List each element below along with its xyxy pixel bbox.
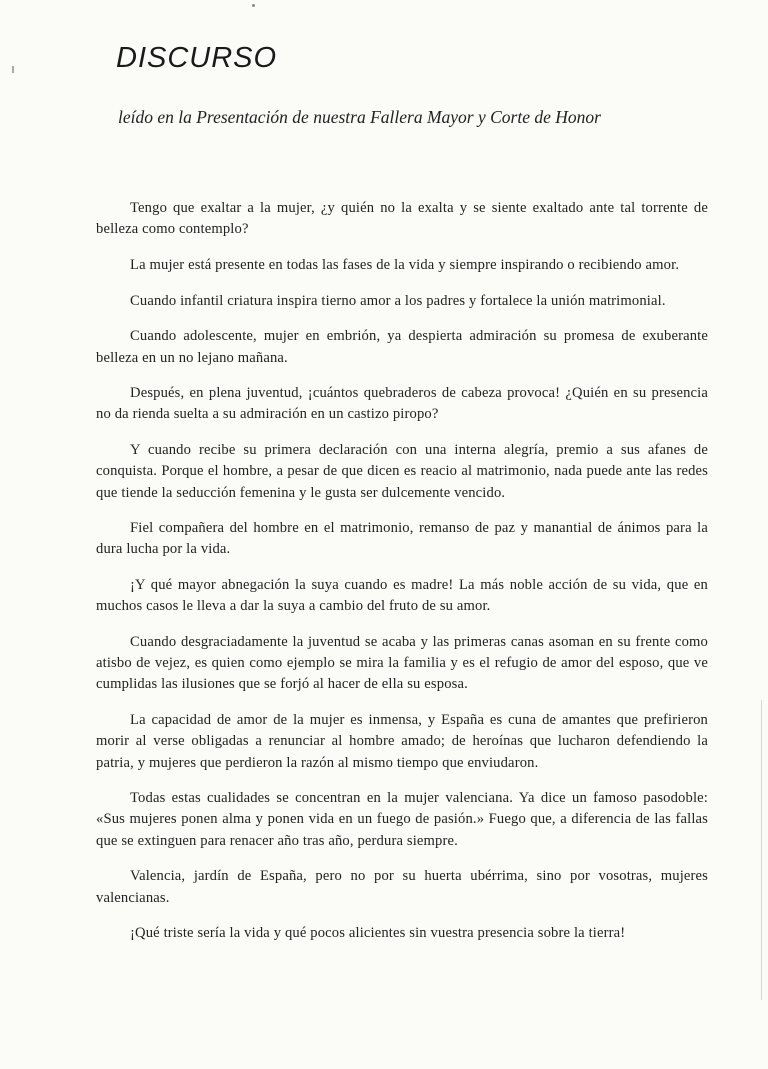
paragraph: Cuando infantil criatura inspira tierno amor a los padres y fortalece la unión matrimonial. (130, 292, 666, 309)
document-title: DISCURSO (116, 42, 278, 74)
paragraph: ¡Qué triste sería la vida y qué pocos alicientes sin vuestra presencia sobre la tierra! (130, 925, 626, 942)
document-subtitle: leído en la Presentación de nuestra Fallera Mayor y Corte de Honor (118, 107, 601, 127)
paragraph: Tengo que exaltar a la mujer, ¿y quién no la exalta y se siente exaltado ante tal torrente de belleza como contemplo? (96, 200, 708, 238)
paragraph: ¡Y qué mayor abnegación la suya cuando es madre! La más noble acción de su vida, que en muchos casos le lleva a dar la suya a cambio del fruto de su amor. (96, 577, 708, 615)
scan-edge-mark (12, 66, 14, 73)
speech-body (96, 198, 708, 959)
scan-speck (252, 4, 255, 7)
paragraph: Todas estas cualidades se concentran en la mujer valenciana. Ya dice un famoso pasodoble: «Sus mujeres ponen alma y ponen vida en un fuego de pasión.» Fuego que, a diferencia de las fallas que se extinguen para renacer año tras año, perdura siempre. (96, 790, 708, 849)
paragraph: Fiel compañera del hombre en el matrimonio, remanso de paz y manantial de ánimos para la dura lucha por la vida. (96, 520, 708, 558)
paragraph: La capacidad de amor de la mujer es inmensa, y España es cuna de amantes que prefirieron morir al verse obligadas a renunciar al hombre amado; de heroínas que lucharon defendiendo la patria, y mujeres que perdieron la razón al mismo tiempo que enviudaron. (96, 712, 708, 771)
paragraph: Y cuando recibe su primera declaración con una interna alegría, premio a sus afanes de conquista. Porque el hombre, a pesar de que dicen es reacio al matrimonio, nada puede ante las redes que tiende la seducción femenina y le gusta ser dulcemente vencido. (96, 442, 708, 501)
paragraph: Cuando desgraciadamente la juventud se acaba y las primeras canas asoman en su frente como atisbo de vejez, es quien como ejemplo se mira la familia y es el refugio de amor del esposo, que ve cumplidas las ilusiones que se forjó al hacer de ella su esposa. (96, 634, 708, 693)
paragraph: Valencia, jardín de España, pero no por su huerta ubérrima, sino por vosotras, mujeres valencianas. (96, 868, 708, 906)
scan-page-edge (761, 700, 762, 1000)
paragraph: Cuando adolescente, mujer en embrión, ya despierta admiración su promesa de exuberante belleza en un no lejano mañana. (96, 328, 708, 366)
paragraph: Después, en plena juventud, ¡cuántos quebraderos de cabeza provoca! ¿Quién en su presencia no da rienda suelta a su admiración en un castizo piropo? (96, 385, 708, 423)
paragraph: La mujer está presente en todas las fases de la vida y siempre inspirando o recibiendo amor. (130, 256, 680, 273)
